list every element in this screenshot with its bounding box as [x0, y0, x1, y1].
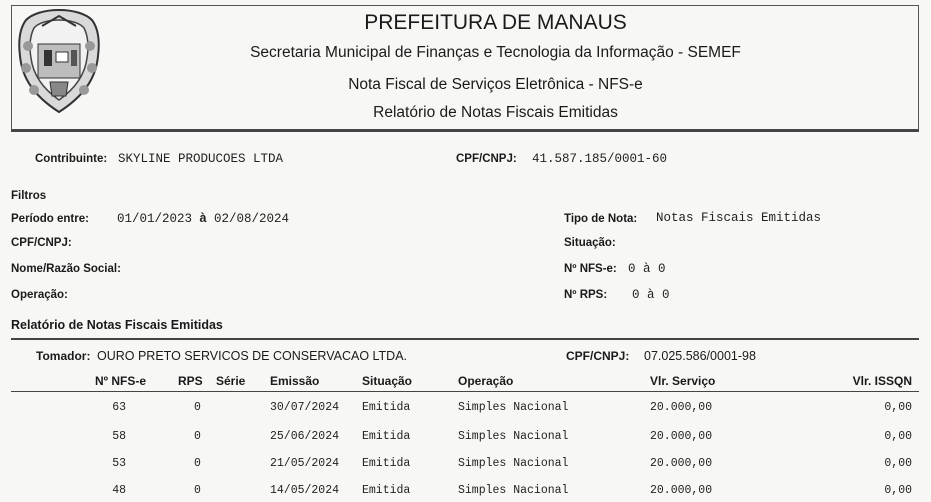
cell-rps: 0: [194, 401, 201, 414]
cpf-filter-label: CPF/CNPJ:: [11, 237, 72, 249]
cell-operacao: Simples Nacional: [458, 457, 569, 470]
cell-issqn: 0,00: [884, 484, 912, 497]
table-header-divider: [11, 391, 919, 392]
periodo-end: 02/08/2024: [214, 212, 290, 226]
tomador-label: Tomador:: [36, 349, 91, 363]
cell-situacao: Emitida: [362, 401, 411, 414]
cell-servico: 20.000,00: [650, 457, 713, 470]
operacao-filter-label: Operação:: [11, 289, 68, 301]
cell-emissao: 25/06/2024: [270, 430, 340, 443]
col-header-situacao: Situação: [362, 374, 413, 388]
cell-operacao: Simples Nacional: [458, 401, 569, 414]
cell-emissao: 21/05/2024: [270, 457, 340, 470]
col-header-operacao: Operação: [458, 374, 514, 388]
cell-nfse: 53: [112, 457, 126, 470]
col-header-issqn: Vlr. ISSQN: [852, 374, 912, 388]
cell-situacao: Emitida: [362, 484, 411, 497]
section-title: Relatório de Notas Fiscais Emitidas: [11, 318, 223, 332]
col-header-serie: Série: [216, 374, 246, 388]
tipo-nota-label: Tipo de Nota:: [564, 213, 638, 225]
rps-filter-value: 0 à 0: [632, 288, 670, 302]
report-name: Relatório de Notas Fiscais Emitidas: [373, 104, 618, 121]
situacao-filter-label: Situação:: [564, 237, 616, 249]
col-header-emissao: Emissão: [270, 374, 320, 388]
contribuinte-cnpj-label: CPF/CNPJ:: [456, 153, 517, 165]
periodo-start: 01/01/2023: [117, 212, 193, 226]
periodo-separator: à: [199, 211, 207, 225]
col-header-rps: RPS: [178, 374, 203, 388]
cell-operacao: Simples Nacional: [458, 430, 569, 443]
rps-filter-label: Nº RPS:: [564, 289, 608, 301]
tomador-cnpj-label: CPF/CNPJ:: [566, 349, 630, 363]
filtros-title: Filtros: [11, 190, 47, 202]
periodo-value: [117, 211, 289, 226]
cell-issqn: 0,00: [884, 430, 912, 443]
cell-emissao: 14/05/2024: [270, 484, 340, 497]
tomador-value: OURO PRETO SERVICOS DE CONSERVACAO LTDA.: [97, 349, 408, 363]
cell-operacao: Simples Nacional: [458, 484, 569, 497]
nome-filter-label: Nome/Razão Social:: [11, 263, 121, 275]
cell-emissao: 30/07/2024: [270, 401, 340, 414]
tipo-nota-value: Notas Fiscais Emitidas: [656, 211, 822, 225]
col-header-nfse: Nº NFS-e: [94, 374, 146, 388]
cell-issqn: 0,00: [884, 457, 912, 470]
cell-nfse: 63: [112, 401, 126, 414]
contribuinte-cnpj-value: 41.587.185/0001-60: [532, 152, 668, 166]
cell-servico: 20.000,00: [650, 484, 713, 497]
cell-rps: 0: [194, 430, 201, 443]
system-name: Nota Fiscal de Serviços Eletrônica - NFS-e: [348, 76, 643, 93]
section-divider: [11, 338, 919, 340]
page-title: PREFEITURA DE MANAUS: [364, 11, 627, 34]
cell-rps: 0: [194, 484, 201, 497]
cell-situacao: Emitida: [362, 430, 411, 443]
contribuinte-label: Contribuinte:: [35, 153, 108, 165]
periodo-label: Período entre:: [11, 213, 89, 225]
cell-rps: 0: [194, 457, 201, 470]
cell-servico: 20.000,00: [650, 430, 713, 443]
nfse-filter-label: Nº NFS-e:: [564, 263, 617, 275]
cell-nfse: 58: [112, 430, 126, 443]
secretaria-name: Secretaria Municipal de Finanças e Tecnologia da Informação - SEMEF: [250, 44, 741, 61]
nfse-filter-value: 0 à 0: [628, 262, 666, 276]
col-header-servico: Vlr. Serviço: [650, 374, 716, 388]
cell-servico: 20.000,00: [650, 401, 713, 414]
cell-issqn: 0,00: [884, 401, 912, 414]
cell-nfse: 48: [112, 484, 126, 497]
cell-situacao: Emitida: [362, 457, 411, 470]
tomador-cnpj-value: 07.025.586/0001-98: [644, 349, 756, 363]
contribuinte-value: SKYLINE PRODUCOES LTDA: [118, 152, 284, 166]
